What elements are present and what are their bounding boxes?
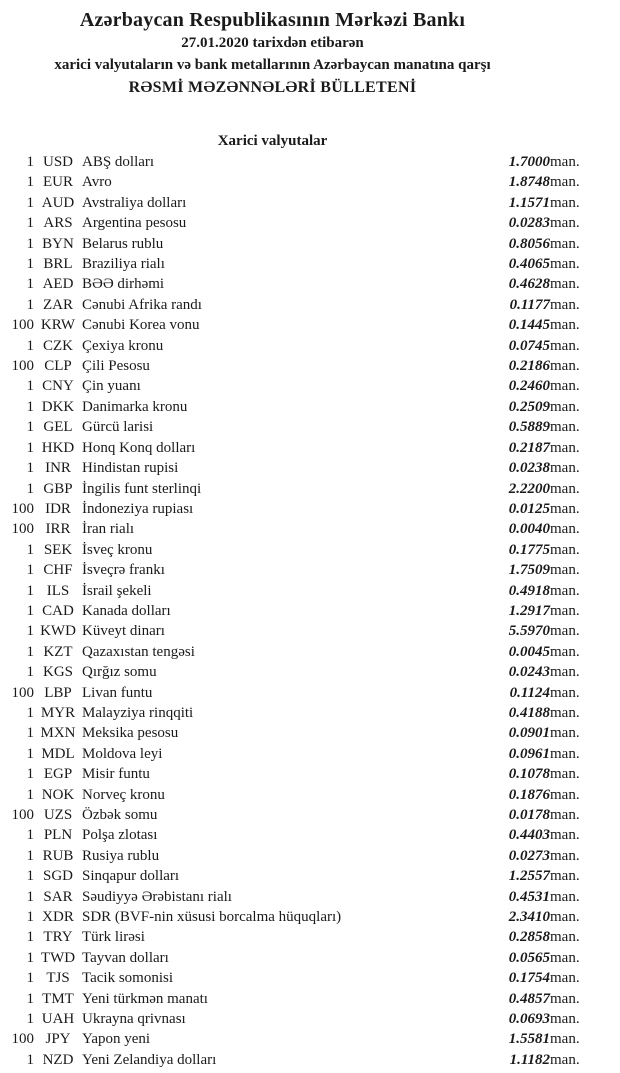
quantity-cell: 1 [26, 276, 34, 293]
rate-value-cell: 0.4065 [508, 256, 550, 273]
quantity-cell: 1 [26, 154, 34, 170]
currency-code-cell: KZT [43, 643, 73, 660]
rate-value-cell: 2.3410 [508, 909, 550, 926]
rate-row [0, 1009, 604, 1029]
rate-value-cell: 0.0283 [508, 215, 550, 232]
rate-value-cell: 0.4188 [508, 704, 550, 721]
rate-row [0, 295, 604, 315]
rate-row [0, 1050, 604, 1070]
currency-name-cell: Cənubi Korea vonu [82, 317, 200, 334]
rate-row [0, 948, 604, 968]
quantity-cell: 1 [26, 888, 34, 905]
rate-value-cell: 0.0125 [508, 500, 550, 517]
unit-cell: man. [550, 1031, 580, 1048]
rate-row [0, 519, 604, 539]
quantity-cell: 1 [26, 582, 34, 599]
unit-cell: man. [550, 296, 580, 313]
currency-name-cell: BƏƏ dirhəmi [82, 276, 165, 293]
rate-row [0, 683, 604, 703]
unit-cell: man. [550, 276, 580, 293]
currency-code-cell: PLN [43, 827, 73, 844]
quantity-cell: 100 [11, 317, 34, 334]
currency-code-cell: DKK [41, 398, 75, 415]
currency-name-cell: Argentina pesosu [82, 215, 187, 232]
unit-cell: man. [550, 664, 580, 681]
quantity-cell: 1 [26, 235, 34, 252]
rate-value-cell: 0.0273 [508, 847, 550, 864]
quantity-cell: 1 [26, 194, 34, 211]
rate-row [0, 744, 604, 764]
currency-code-cell: ILS [46, 582, 70, 599]
currency-name-cell: Hindistan rupisi [82, 460, 179, 477]
unit-cell: man. [550, 868, 580, 885]
quantity-cell: 1 [26, 296, 34, 313]
currency-code-cell: KWD [40, 623, 76, 640]
rate-row [0, 193, 604, 213]
quantity-cell: 1 [26, 909, 34, 926]
rate-row [0, 438, 604, 458]
rate-value-cell: 5.5970 [508, 623, 550, 640]
rate-value-cell: 0.1445 [508, 317, 550, 334]
rate-row [0, 601, 604, 621]
rate-value-cell: 0.4531 [508, 888, 550, 905]
quantity-cell: 1 [26, 174, 34, 191]
rate-row [0, 254, 604, 274]
unit-cell: man. [550, 194, 580, 211]
rate-row [0, 499, 604, 519]
currency-code-cell: NZD [42, 1051, 74, 1068]
currency-name-cell: Küveyt dinarı [82, 623, 165, 640]
unit-cell: man. [550, 888, 580, 905]
rate-value-cell: 1.8748 [508, 174, 550, 191]
rate-row [0, 927, 604, 947]
currency-name-cell: Yeni Zelandiya dolları [82, 1051, 217, 1068]
quantity-cell: 1 [26, 745, 34, 762]
quantity-cell: 1 [26, 847, 34, 864]
currency-name-cell: Avstraliya dolları [82, 194, 187, 211]
rate-value-cell: 0.2858 [508, 929, 550, 946]
rate-value-cell: 0.8056 [508, 235, 550, 252]
quantity-cell: 1 [26, 868, 34, 885]
currency-code-cell: HKD [41, 439, 75, 456]
rate-value-cell: 0.1775 [508, 541, 550, 558]
rate-value-cell: 0.4857 [508, 990, 550, 1007]
exchange-rates-table [0, 152, 604, 1070]
rate-row [0, 336, 604, 356]
currency-name-cell: Braziliya rialı [82, 256, 165, 273]
unit-cell: man. [550, 725, 580, 742]
unit-cell: man. [550, 847, 580, 864]
quantity-cell: 1 [26, 256, 34, 273]
currency-name-cell: İsrail şekeli [82, 582, 152, 599]
quantity-cell: 1 [26, 398, 34, 415]
currency-name-cell: Yeni türkmən manatı [82, 990, 208, 1007]
quantity-cell: 1 [26, 929, 34, 946]
currency-code-cell: ZAR [43, 296, 73, 313]
rate-value-cell: 1.1571 [508, 194, 550, 211]
rate-value-cell: 0.1876 [508, 786, 550, 803]
quantity-cell: 100 [11, 521, 34, 538]
currency-name-cell: Honq Konq dolları [82, 439, 196, 456]
quantity-cell: 1 [26, 1011, 34, 1028]
quantity-cell: 1 [26, 786, 34, 803]
unit-cell: man. [550, 745, 580, 762]
currency-name-cell: Ukrayna qrivnası [82, 1011, 186, 1028]
rate-row [0, 172, 604, 192]
quantity-cell: 100 [11, 807, 34, 823]
currency-name-cell: Rusiya rublu [82, 847, 160, 864]
currency-code-cell: UAH [41, 1011, 75, 1028]
currency-code-cell: RUB [42, 847, 74, 864]
rate-value-cell: 0.2186 [508, 358, 550, 375]
currency-name-cell: Avro [82, 174, 112, 191]
quantity-cell: 1 [26, 378, 34, 395]
rate-row [0, 152, 604, 172]
rate-row [0, 458, 604, 478]
currency-name-cell: Çexiya kronu [82, 337, 164, 354]
unit-cell: man. [550, 541, 580, 558]
currency-code-cell: TJS [46, 970, 70, 987]
rate-value-cell: 0.1124 [509, 684, 550, 701]
rate-row [0, 274, 604, 294]
quantity-cell: 100 [11, 358, 34, 375]
currency-code-cell: TWD [40, 949, 76, 966]
quantity-cell: 1 [26, 480, 34, 497]
quantity-cell: 1 [26, 623, 34, 640]
quantity-cell: 1 [26, 460, 34, 477]
rate-value-cell: 0.0901 [508, 725, 550, 742]
quantity-cell: 1 [26, 725, 34, 742]
currency-name-cell: Norveç kronu [82, 786, 165, 803]
rate-row [0, 723, 604, 743]
currency-name-cell: Yapon yeni [82, 1031, 151, 1048]
currency-code-cell: CLP [44, 358, 72, 375]
currency-name-cell: Tayvan dolları [82, 949, 169, 966]
bank-title: Azərbaycan Respublikasının Mərkəzi Bankı [79, 9, 466, 31]
currency-name-cell: Özbək somu [82, 807, 158, 823]
unit-cell: man. [550, 480, 580, 497]
currency-code-cell: MXN [40, 725, 76, 742]
currency-name-cell: SDR (BVF-nin xüsusi borcalma hüquqları) [82, 909, 342, 926]
rate-row [0, 764, 604, 784]
currency-name-cell: İsveç kronu [82, 541, 153, 558]
currency-name-cell: Çili Pesosu [82, 358, 150, 375]
unit-cell: man. [550, 154, 580, 170]
rate-row [0, 989, 604, 1009]
quantity-cell: 1 [26, 643, 34, 660]
unit-cell: man. [550, 317, 580, 334]
rate-value-cell: 1.2557 [508, 868, 550, 885]
quantity-cell: 100 [11, 1031, 34, 1048]
rate-value-cell: 1.5581 [508, 1031, 550, 1048]
currency-name-cell: Polşa zlotası [82, 827, 158, 844]
currency-name-cell: Sinqapur dolları [82, 868, 180, 885]
quantity-cell: 1 [26, 337, 34, 354]
bulletin-header [0, 9, 545, 99]
quantity-cell: 1 [26, 827, 34, 844]
rate-row [0, 887, 604, 907]
unit-cell: man. [550, 582, 580, 599]
rate-value-cell: 1.7000 [508, 154, 550, 170]
quantity-cell: 1 [26, 704, 34, 721]
rate-row [0, 376, 604, 396]
currency-name-cell: Misir funtu [82, 766, 150, 783]
unit-cell: man. [550, 909, 580, 926]
rate-value-cell: 0.4628 [508, 276, 550, 293]
rate-value-cell: 0.0745 [508, 337, 550, 354]
unit-cell: man. [550, 807, 580, 823]
currency-code-cell: MYR [40, 704, 76, 721]
currency-name-cell: Gürcü larisi [82, 419, 154, 436]
unit-cell: man. [550, 215, 580, 232]
currency-code-cell: SAR [43, 888, 73, 905]
rate-value-cell: 0.0238 [508, 460, 550, 477]
unit-cell: man. [550, 602, 580, 619]
rate-row [0, 785, 604, 805]
currency-code-cell: GBP [43, 480, 73, 497]
currency-name-cell: İngilis funt sterlinqi [82, 480, 202, 497]
rate-row [0, 968, 604, 988]
rate-value-cell: 0.1754 [508, 970, 550, 987]
rate-value-cell: 0.5889 [508, 419, 550, 436]
quantity-cell: 1 [26, 215, 34, 232]
unit-cell: man. [550, 1051, 580, 1068]
currency-name-cell: Çin yuanı [82, 378, 141, 395]
rate-row [0, 213, 604, 233]
unit-cell: man. [550, 235, 580, 252]
rate-row [0, 1029, 604, 1049]
rate-value-cell: 1.7509 [508, 562, 550, 579]
rate-value-cell: 1.2917 [508, 602, 550, 619]
currency-name-cell: Danimarka kronu [82, 398, 188, 415]
unit-cell: man. [550, 500, 580, 517]
currency-name-cell: Belarus rublu [82, 235, 164, 252]
currency-name-cell: Livan funtu [82, 684, 153, 701]
currency-code-cell: IDR [45, 500, 71, 517]
bulletin-title: RƏSMİ MƏZƏNNƏLƏRİ BÜLLETENİ [128, 79, 417, 96]
rate-row [0, 540, 604, 560]
rate-value-cell: 0.0178 [508, 807, 550, 823]
unit-cell: man. [550, 684, 580, 701]
unit-cell: man. [550, 949, 580, 966]
quantity-cell: 1 [26, 664, 34, 681]
currency-name-cell: İsveçrə frankı [82, 562, 165, 579]
unit-cell: man. [550, 174, 580, 191]
rate-value-cell: 0.0243 [508, 664, 550, 681]
rate-value-cell: 0.1177 [509, 296, 550, 313]
quantity-cell: 1 [26, 602, 34, 619]
rate-value-cell: 0.1078 [508, 766, 550, 783]
currency-name-cell: Tacik somonisi [82, 970, 174, 987]
currency-code-cell: CHF [43, 562, 73, 579]
currency-code-cell: BYN [42, 235, 74, 252]
currency-name-cell: İran rialı [82, 521, 135, 538]
rate-value-cell: 0.0961 [508, 745, 550, 762]
rate-value-cell: 0.2187 [508, 439, 550, 456]
currency-code-cell: LBP [44, 684, 72, 701]
rate-row [0, 417, 604, 437]
currency-name-cell: Malayziya rinqqiti [82, 704, 194, 721]
currency-code-cell: USD [42, 154, 73, 170]
unit-cell: man. [550, 460, 580, 477]
unit-cell: man. [550, 398, 580, 415]
currency-name-cell: Səudiyyə Ərəbistanı rialı [82, 888, 232, 905]
quantity-cell: 1 [26, 419, 34, 436]
unit-cell: man. [550, 766, 580, 783]
quantity-cell: 100 [11, 500, 34, 517]
rate-value-cell: 0.4918 [508, 582, 550, 599]
unit-cell: man. [550, 704, 580, 721]
rate-value-cell: 0.0693 [508, 1011, 550, 1028]
unit-cell: man. [550, 643, 580, 660]
currency-code-cell: KGS [42, 664, 73, 681]
quantity-cell: 100 [11, 684, 34, 701]
quantity-cell: 1 [26, 562, 34, 579]
currency-name-cell: Cənubi Afrika randı [82, 296, 202, 313]
rate-row [0, 479, 604, 499]
unit-cell: man. [550, 827, 580, 844]
currency-code-cell: JPY [45, 1031, 71, 1048]
unit-cell: man. [550, 786, 580, 803]
unit-cell: man. [550, 358, 580, 375]
currency-code-cell: XDR [42, 909, 74, 926]
currency-code-cell: TRY [43, 929, 73, 946]
currency-code-cell: SEK [43, 541, 73, 558]
currency-code-cell: CAD [42, 602, 74, 619]
quantity-cell: 1 [26, 541, 34, 558]
unit-cell: man. [550, 929, 580, 946]
rate-row [0, 356, 604, 376]
rate-value-cell: 0.0565 [508, 949, 550, 966]
currency-code-cell: AED [42, 276, 74, 293]
unit-cell: man. [550, 256, 580, 273]
rate-row [0, 703, 604, 723]
rate-value-cell: 0.4403 [508, 827, 550, 844]
unit-cell: man. [550, 990, 580, 1007]
quantity-cell: 1 [26, 949, 34, 966]
rate-row [0, 642, 604, 662]
currency-name-cell: ABŞ dolları [82, 154, 155, 170]
quantity-cell: 1 [26, 1051, 34, 1068]
quantity-cell: 1 [26, 990, 34, 1007]
quantity-cell: 1 [26, 439, 34, 456]
currency-code-cell: KRW [40, 317, 76, 334]
currency-code-cell: ARS [43, 215, 73, 232]
unit-cell: man. [550, 378, 580, 395]
rate-row [0, 907, 604, 927]
currency-code-cell: CZK [43, 337, 73, 354]
section-title-foreign-currencies: Xarici valyutalar [217, 133, 328, 149]
currency-code-cell: INR [45, 460, 71, 477]
quantity-cell: 1 [26, 970, 34, 987]
currency-name-cell: Meksika pesosu [82, 725, 179, 742]
currency-code-cell: CNY [42, 378, 74, 395]
currency-code-cell: IRR [45, 521, 71, 538]
rate-row [0, 397, 604, 417]
unit-cell: man. [550, 419, 580, 436]
currency-code-cell: NOK [41, 786, 75, 803]
currency-code-cell: AUD [41, 194, 75, 211]
rate-row [0, 234, 604, 254]
rate-row [0, 825, 604, 845]
currency-name-cell: Moldova leyi [82, 745, 163, 762]
rate-row [0, 662, 604, 682]
currency-name-cell: Türk lirəsi [82, 929, 145, 946]
rate-value-cell: 1.1182 [509, 1051, 550, 1068]
currency-name-cell: İndoneziya rupiası [82, 500, 194, 517]
rate-row [0, 581, 604, 601]
currency-code-cell: EGP [43, 766, 73, 783]
unit-cell: man. [550, 623, 580, 640]
unit-cell: man. [550, 439, 580, 456]
unit-cell: man. [550, 337, 580, 354]
rate-row [0, 866, 604, 886]
currency-code-cell: GEL [43, 419, 73, 436]
currency-code-cell: BRL [43, 256, 73, 273]
rate-value-cell: 0.0045 [508, 643, 550, 660]
rate-value-cell: 0.2509 [508, 398, 550, 415]
rate-row [0, 621, 604, 641]
quantity-cell: 1 [26, 766, 34, 783]
unit-cell: man. [550, 562, 580, 579]
currency-name-cell: Qırğız somu [82, 664, 157, 681]
rate-row [0, 315, 604, 335]
rate-value-cell: 0.2460 [508, 378, 550, 395]
currency-code-cell: UZS [43, 807, 73, 823]
unit-cell: man. [550, 521, 580, 538]
currency-code-cell: SGD [42, 868, 73, 885]
rate-row [0, 560, 604, 580]
unit-cell: man. [550, 970, 580, 987]
rate-value-cell: 2.2200 [508, 480, 550, 497]
rate-value-cell: 0.0040 [508, 521, 550, 538]
currency-name-cell: Kanada dolları [82, 602, 171, 619]
rate-row [0, 846, 604, 866]
currency-code-cell: MDL [41, 745, 75, 762]
subtitle-line: xarici valyutaların və bank metallarının Azərbaycan manatına qarşı [54, 57, 491, 73]
rates-tbody [0, 152, 604, 1070]
currency-code-cell: TMT [42, 990, 74, 1007]
currency-name-cell: Qazaxıstan tengəsi [82, 643, 195, 660]
currency-code-cell: EUR [43, 174, 73, 191]
rate-row [0, 805, 604, 825]
effective-date-line: 27.01.2020 tarixdən etibarən [181, 35, 364, 51]
unit-cell: man. [550, 1011, 580, 1028]
